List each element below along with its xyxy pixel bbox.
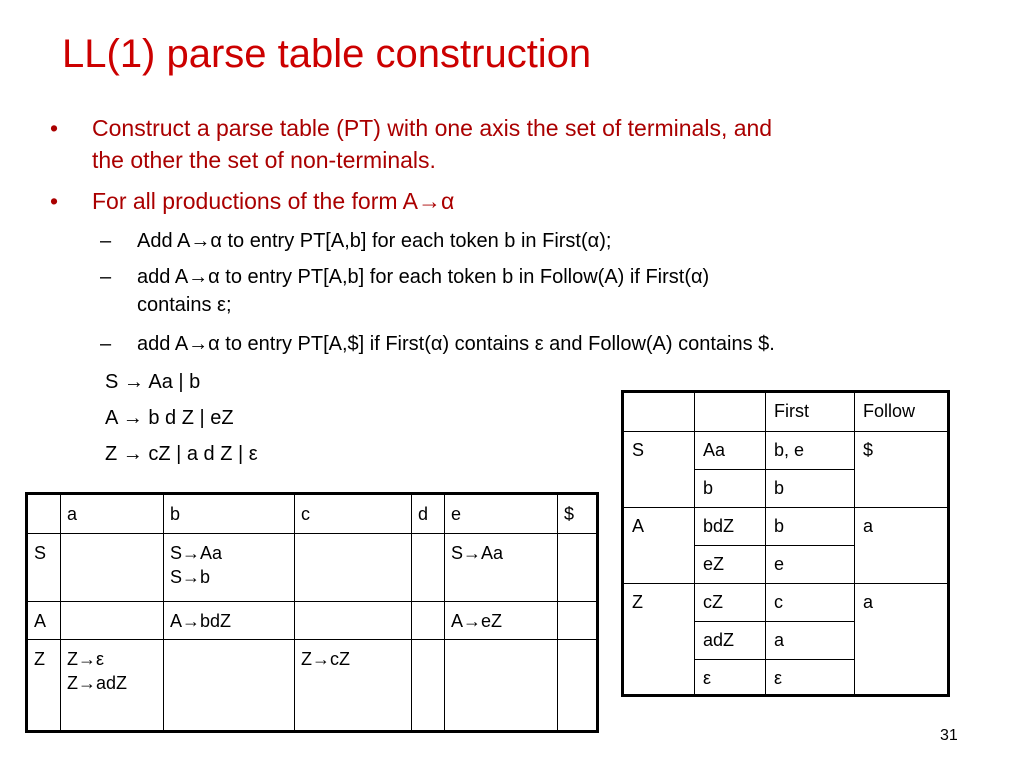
follow-cell: a: [855, 508, 949, 584]
bullet-text: the other the set of non-terminals.: [92, 147, 436, 173]
table-cell: S→Aa: [445, 534, 558, 602]
table-header-row: [623, 392, 949, 432]
table-row: [27, 602, 598, 640]
production-cell: adZ: [695, 622, 766, 660]
production-cell: Aa: [695, 432, 766, 470]
header-cell: e: [445, 494, 558, 534]
grammar-rule-s: S → Aa | b: [105, 371, 201, 393]
grammar-rule-a: A → b d Z | eZ: [105, 407, 234, 429]
header-cell: [623, 392, 695, 432]
table-cell: A→eZ: [445, 602, 558, 640]
table-cell: [558, 602, 598, 640]
sub-bullet-marker: –: [100, 266, 112, 288]
parse-table: [25, 492, 599, 733]
header-cell: $: [558, 494, 598, 534]
first-cell: ε: [766, 660, 855, 696]
sub-bullet-text: add A→α to entry PT[A,b] for each token b in Follow(A) if First(α): [137, 266, 710, 288]
table-cell: [164, 640, 295, 732]
table-cell: [558, 534, 598, 602]
production-entry: S→Aa: [170, 543, 223, 563]
nonterminal-cell: A: [623, 508, 695, 584]
nonterminal-cell: S: [623, 432, 695, 508]
page-number: 31: [940, 727, 958, 744]
production-cell: ε: [695, 660, 766, 696]
production-entry: S→b: [170, 567, 211, 587]
header-cell: Follow: [855, 392, 949, 432]
production-entry: Z→adZ: [67, 673, 128, 693]
header-cell: First: [766, 392, 855, 432]
header-cell: b: [164, 494, 295, 534]
slide-title: LL(1) parse table construction: [62, 32, 592, 76]
bullet-text: Construct a parse table (PT) with one axis the set of terminals, and: [92, 115, 773, 141]
nonterminal-cell: Z: [27, 640, 61, 732]
first-cell: a: [766, 622, 855, 660]
table-cell: [61, 640, 164, 732]
table-row: [623, 508, 949, 546]
follow-cell: $: [855, 432, 949, 508]
table-row: [623, 432, 949, 470]
sub-bullet-text: add A→α to entry PT[A,$] if First(α) contains ε and Follow(A) contains $.: [137, 333, 775, 355]
sub-bullet-text: Add A→α to entry PT[A,b] for each token b in First(α);: [137, 230, 612, 252]
bullet-text: For all productions of the form A→α: [92, 188, 455, 214]
table-cell: Z→cZ: [295, 640, 412, 732]
follow-cell: a: [855, 584, 949, 696]
header-cell: [695, 392, 766, 432]
table-cell: [445, 640, 558, 732]
table-cell: [412, 602, 445, 640]
table-cell: [558, 640, 598, 732]
grammar-rule-z: Z → cZ | a d Z | ε: [105, 443, 258, 465]
bullet-marker: •: [50, 115, 59, 141]
header-cell: c: [295, 494, 412, 534]
bullet-marker: •: [50, 188, 59, 214]
table-cell: [61, 602, 164, 640]
sub-bullet-marker: –: [100, 230, 112, 252]
table-header-row: [27, 494, 598, 534]
header-cell: d: [412, 494, 445, 534]
first-cell: c: [766, 584, 855, 622]
table-row: [27, 534, 598, 602]
first-cell: b: [766, 508, 855, 546]
first-cell: b, e: [766, 432, 855, 470]
production-cell: cZ: [695, 584, 766, 622]
table-cell: [295, 602, 412, 640]
table-cell: [412, 640, 445, 732]
production-cell: bdZ: [695, 508, 766, 546]
table-cell: A→bdZ: [164, 602, 295, 640]
sub-bullet-text: contains ε;: [137, 294, 232, 316]
first-follow-table: [621, 390, 950, 697]
sub-bullet-marker: –: [100, 333, 112, 355]
header-cell: a: [61, 494, 164, 534]
header-cell: [27, 494, 61, 534]
production-cell: b: [695, 470, 766, 508]
table-row: [27, 640, 598, 732]
first-cell: e: [766, 546, 855, 584]
production-entry: Z→ε: [67, 649, 105, 669]
nonterminal-cell: S: [27, 534, 61, 602]
first-cell: b: [766, 470, 855, 508]
table-cell: [61, 534, 164, 602]
table-cell: [164, 534, 295, 602]
nonterminal-cell: A: [27, 602, 61, 640]
table-cell: [412, 534, 445, 602]
production-cell: eZ: [695, 546, 766, 584]
nonterminal-cell: Z: [623, 584, 695, 696]
table-cell: [295, 534, 412, 602]
table-row: [623, 584, 949, 622]
